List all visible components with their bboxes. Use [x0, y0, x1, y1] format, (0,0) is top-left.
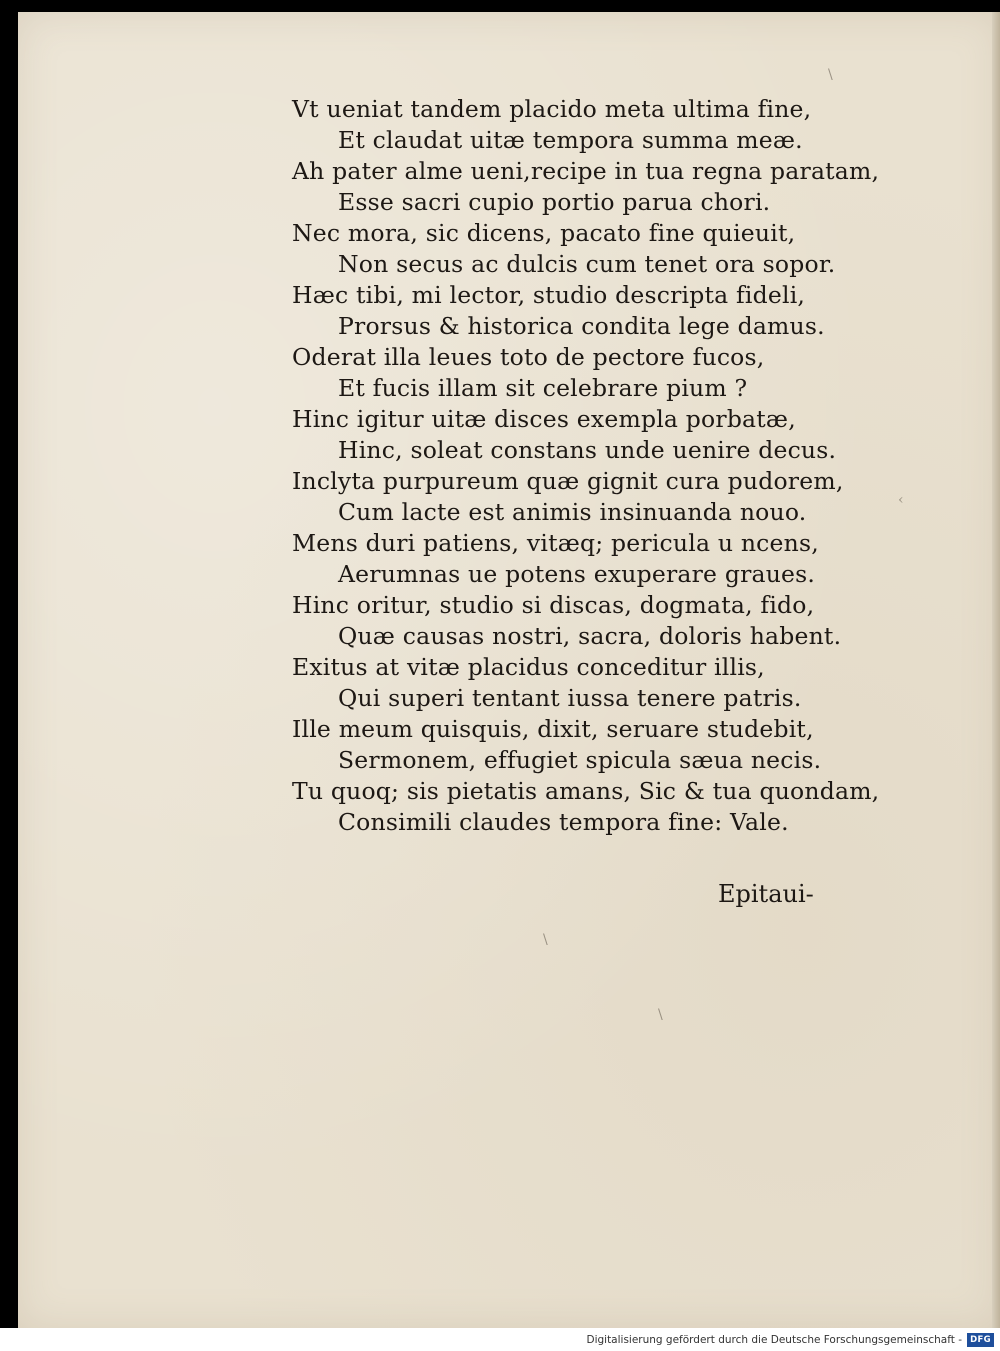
- verse-line: Hinc oritur, studio si discas, dogmata, fido,: [292, 591, 815, 619]
- dfg-logo: DFG: [967, 1333, 994, 1347]
- verse-line: Et fucis illam sit celebrare pium ?: [338, 374, 748, 402]
- page-edge-shadow: [992, 12, 1000, 1328]
- verse-line: Consimili claudes tempora fine: Vale.: [338, 808, 789, 836]
- verse-line: Et claudat uitæ tempora summa meæ.: [338, 126, 803, 154]
- verse-line: Prorsus & historica condita lege damus.: [338, 312, 825, 340]
- paper-mark: \: [543, 932, 548, 948]
- scanned-page: [18, 12, 1000, 1328]
- verse-line: Hinc igitur uitæ disces exempla porbatæ,: [292, 405, 796, 433]
- verse-line: Sermonem, effugiet spicula sæua necis.: [338, 746, 822, 774]
- verse-line: Nec mora, sic dicens, pacato fine quieuit,: [292, 219, 796, 247]
- verse-line: Hinc, soleat constans unde uenire decus.: [338, 436, 837, 464]
- verse-line: Inclyta purpureum quæ gignit cura pudorem,: [292, 467, 844, 495]
- paper-mark: ‹: [898, 492, 904, 508]
- catchword: Epitaui-: [718, 880, 814, 908]
- verse-line: Esse sacri cupio portio parua chori.: [338, 188, 771, 216]
- verse-line: Mens duri patiens, vitæq; pericula u ncens,: [292, 529, 819, 557]
- verse-line: Oderat illa leues toto de pectore fucos,: [292, 343, 765, 371]
- poem-text-block: [292, 94, 932, 838]
- verse-line: Cum lacte est animis insinuanda nouo.: [338, 498, 807, 526]
- paper-mark: \: [828, 67, 833, 83]
- verse-line: Hæc tibi, mi lector, studio descripta fideli,: [292, 281, 806, 309]
- verse-line: Quæ causas nostri, sacra, doloris habent.: [338, 622, 842, 650]
- verse-line: Ille meum quisquis, dixit, seruare studebit,: [292, 715, 814, 743]
- verse-line: Ah pater alme ueni,recipe in tua regna paratam,: [292, 157, 880, 185]
- footer-bar: [0, 1328, 1000, 1351]
- verse-line: Exitus at vitæ placidus conceditur illis,: [292, 653, 765, 681]
- verse-line: Aerumnas ue potens exuperare graues.: [338, 560, 816, 588]
- verse-line: Qui superi tentant iussa tenere patris.: [338, 684, 802, 712]
- verse-line: Non secus ac dulcis cum tenet ora sopor.: [338, 250, 836, 278]
- verse-line: Tu quoq; sis pietatis amans, Sic & tua quondam,: [292, 777, 880, 805]
- verse-line: Vt ueniat tandem placido meta ultima fine,: [292, 95, 812, 123]
- digitization-credit: Digitalisierung gefördert durch die Deutsche Forschungsgemeinschaft -: [586, 1334, 962, 1346]
- paper-mark: \: [658, 1007, 663, 1023]
